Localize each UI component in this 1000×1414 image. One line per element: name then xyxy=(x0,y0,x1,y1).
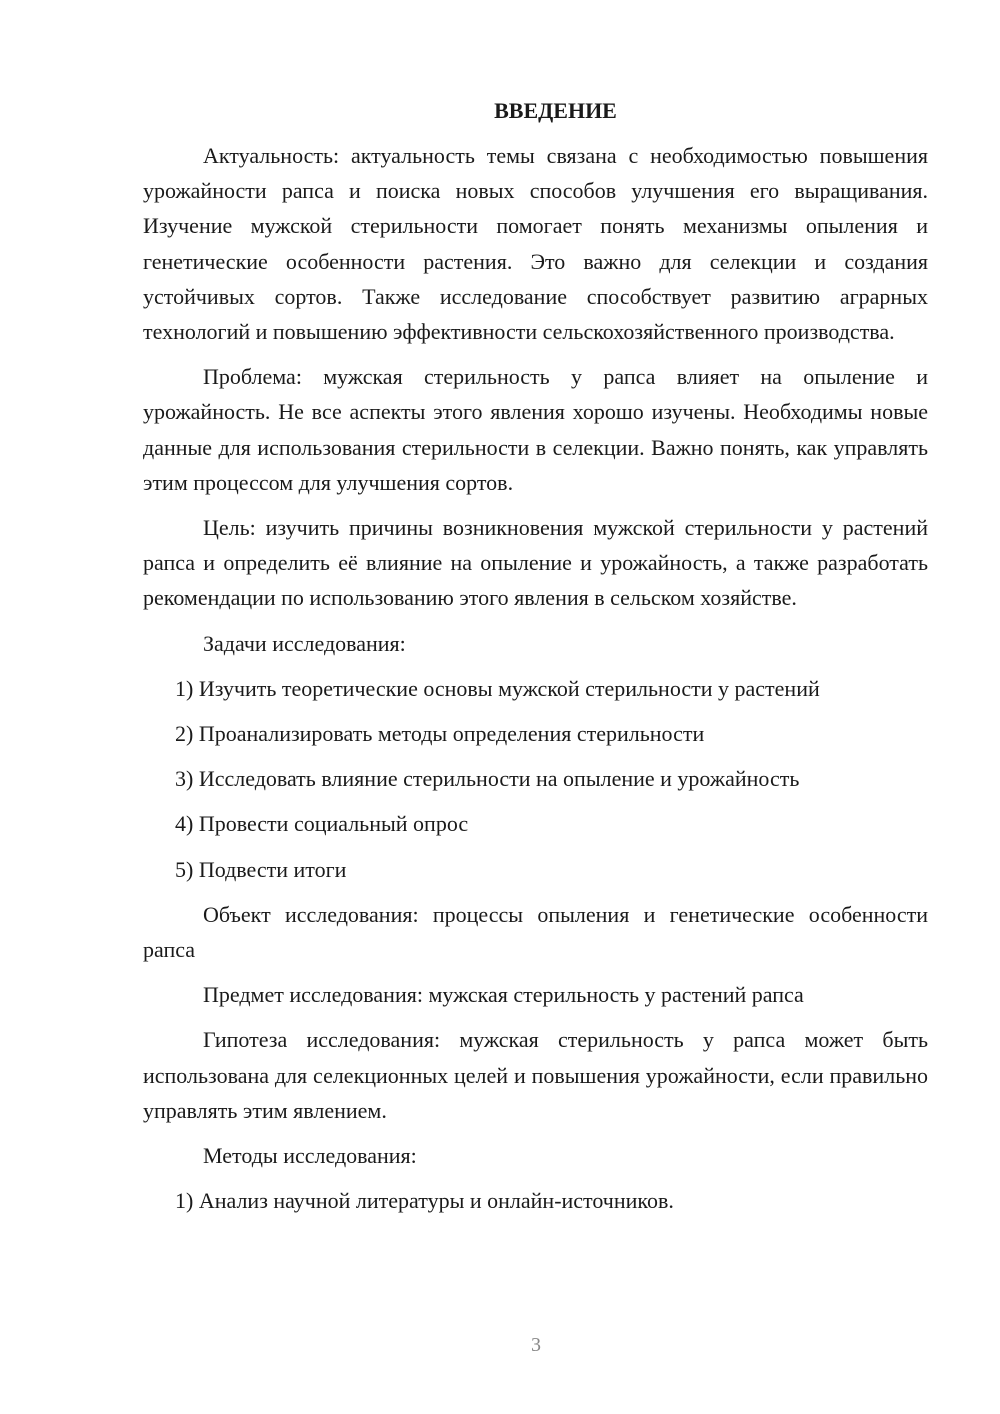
list-item-task-5: 5) Подвести итоги xyxy=(175,856,347,882)
paragraph-goal: Цель: изучить причины возникновения мужской стерильности у растений рапса и определить её влияние на опыление и урожайность, а также разработать рекомендации по использованию этого явления в сельском хозяйстве. xyxy=(143,515,928,611)
paragraph-subject: Предмет исследования: мужская стерильность у растений рапса xyxy=(203,982,804,1008)
list-item-task-3: 3) Исследовать влияние стерильности на опыление и урожайность xyxy=(175,766,800,792)
page-content xyxy=(143,96,928,1228)
paragraph-relevance: Актуальность: актуальность темы связана с необходимостью повышения урожайности рапса и поиска новых способов улучшения его выращивания. Изучение мужской стерильности помогает понять механизмы опыления и генетические особенности растения. Это важно для селекции и создания устойчивых сортов. Также исследование способствует развитию аграрных технологий и повышению эффективности сельскохозяйственного производства. xyxy=(143,143,928,345)
paragraph-object: Объект исследования: процессы опыления и генетические особенности рапса xyxy=(143,901,928,963)
list-item-task-4: 4) Провести социальный опрос xyxy=(175,811,469,837)
list-item-task-1: 1) Изучить теоретические основы мужской стерильности у растений xyxy=(175,675,820,701)
list-item-task-2: 2) Проанализировать методы определения стерильности xyxy=(175,721,705,747)
tasks-heading: Задачи исследования: xyxy=(203,630,406,656)
list-item-method-1: 1) Анализ научной литературы и онлайн-источников. xyxy=(175,1188,674,1214)
page-title: ВВЕДЕНИЕ xyxy=(494,98,617,123)
paragraph-hypothesis: Гипотеза исследования: мужская стерильность у рапса может быть использована для селекционных целей и повышения урожайности, если правильно управлять этим явлением. xyxy=(143,1027,928,1123)
methods-heading: Методы исследования: xyxy=(203,1143,417,1169)
paragraph-problem: Проблема: мужская стерильность у рапса влияет на опыление и урожайность. Не все аспекты этого явления хорошо изучены. Необходимы новые данные для использования стерильности в селекции. Важно понять, как управлять этим процессом для улучшения сортов. xyxy=(143,364,928,495)
page-number: 3 xyxy=(531,1334,541,1356)
